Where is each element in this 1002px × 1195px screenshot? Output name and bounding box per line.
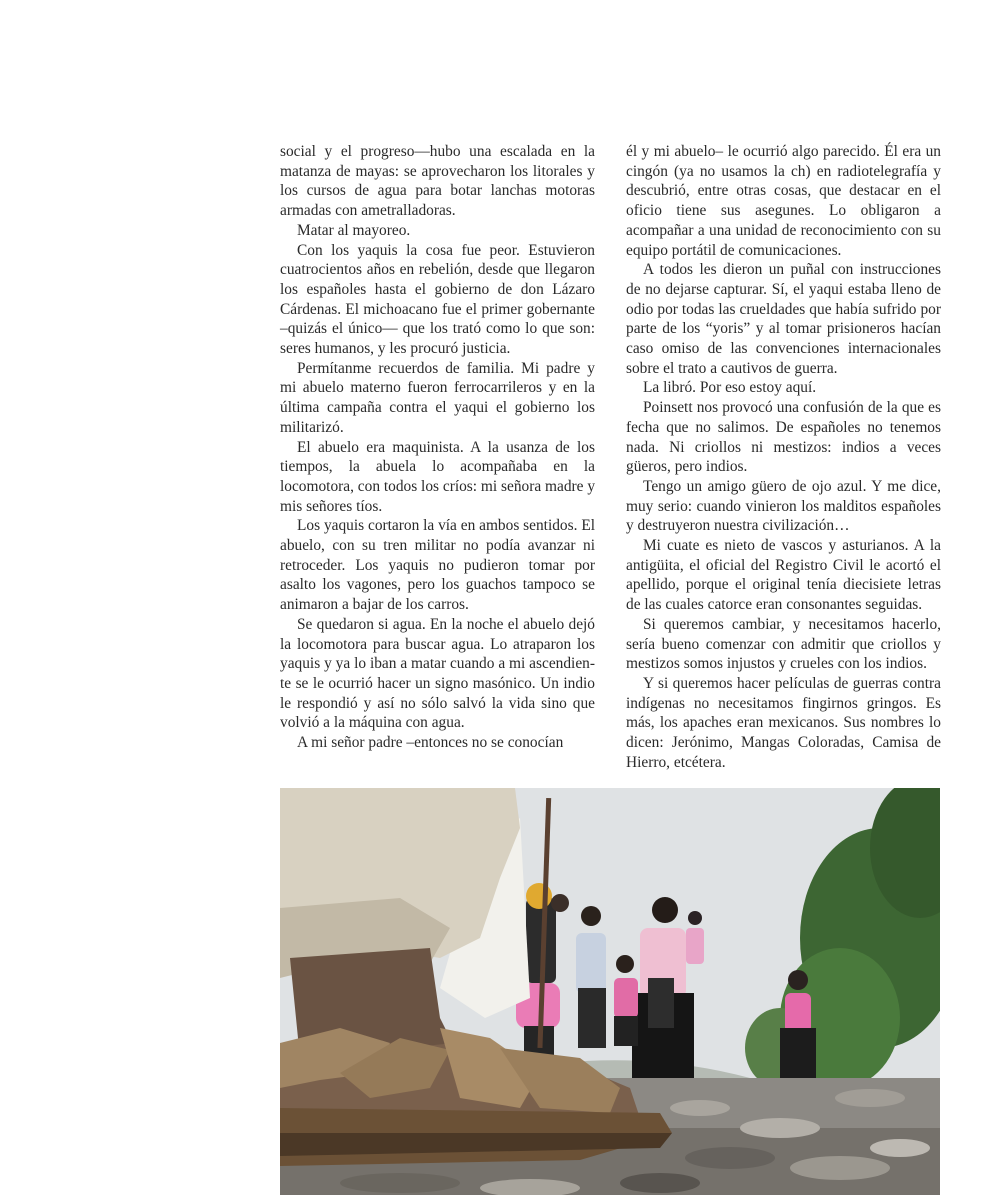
paragraph: Con los yaquis la cosa fue peor. Estuvieron cuatrocientos años en rebelión, desde que llegaron los españoles hasta el gobierno de don Lázaro Cárdenas. El michoacano fue el primer gobernante –quizás el único— que los trató como lo que son: seres humanos, y les procuró justicia. xyxy=(280,241,595,358)
paragraph: A mi señor padre –entonces no se conocían xyxy=(297,734,564,752)
paragraph: Mi cuate es nieto de vascos y asturianos. A la antigüita, el oficial del Registro Civil le acortó el apellido, porque el original tenía diecisiete letras de las cuales catorce eran consonantes seguidas. xyxy=(626,537,941,614)
photo-illustration xyxy=(280,788,940,1195)
paragraph: Se quedaron si agua. En la noche el abuelo dejó la locomotora para buscar agua. Lo atraparon los yaquis y ya lo iban a matar cuando a mi ascendiente se le ocurrió hacer un signo masónico. Un indio le respondió y así no sólo salvó la vida sino que volvió a la máquina con agua. xyxy=(280,615,595,732)
article-photo xyxy=(280,788,940,1195)
paragraph: La libró. Por eso estoy aquí. xyxy=(643,379,817,397)
paragraph: social y el progreso—hubo una escalada en la matanza de mayas: se aprovecharon los litorales y los cursos de agua para botar lanchas motoras armadas con ametralladoras. xyxy=(280,143,595,220)
paragraph: él y mi abuelo– le ocurrió algo parecido. Él era un cingón (ya no usamos la ch) en radiotelegrafía y descubrió, entre otras cosas, que destacar en el oficio tiene sus asegunes. Lo obligaron a acompañar a una unidad de reconocimiento con su equipo portátil de comunicaciones. xyxy=(626,143,941,259)
paragraph: A todos les dieron un puñal con instrucciones de no dejarse capturar. Sí, el yaqui estaba lleno de odio por todas las crueldades que había sufrido por parte de los “yoris” y al tomar prisioneros hacían caso omiso de las convenciones internacionales sobre el trato a cautivos de guerra. xyxy=(626,261,941,377)
article-column-left xyxy=(280,142,595,753)
article-column-right xyxy=(626,142,941,773)
paragraph: Matar al mayoreo. xyxy=(297,221,411,239)
paragraph: Los yaquis cortaron la vía en ambos sentidos. El abuelo, con su tren militar no podía avanzar ni retroceder. Los yaquis no pudieron tomar por asalto los vagones, pero los guachos tampoco se animaron a bajar de los carros. xyxy=(280,517,595,614)
paragraph: Tengo un amigo güero de ojo azul. Y me dice, muy serio: cuando vinieron los malditos españoles y destruyeron nuestra civilización… xyxy=(626,477,941,535)
paragraph: Y si queremos hacer películas de guerras contra indígenas no necesitamos fingirnos gringos. Es más, los apaches eran mexicanos. Sus nombres lo dicen: Jerónimo, Mangas Coloradas, Camisa de Hierro, etcétera. xyxy=(626,674,941,771)
paragraph: Si queremos cambiar, y necesitamos hacerlo, sería bueno comenzar con admitir que criollos y mestizos somos injustos y crueles con los indios. xyxy=(626,615,941,673)
paragraph: El abuelo era maquinista. A la usanza de los tiempos, la abuela lo acompañaba en la locomotora, con todos los críos: mi señora madre y mis señores tíos. xyxy=(280,438,596,515)
paragraph: Permítanme recuerdos de familia. Mi padre y mi abuelo materno fueron ferrocarrileros y en la última campaña contra el yaqui el gobierno los militarizó. xyxy=(280,359,595,436)
paragraph: Poinsett nos provocó una confusión de la que es fecha que no salimos. De españoles no tenemos nada. Ni criollos ni mestizos: indios a veces güeros, pero indios. xyxy=(626,399,941,476)
